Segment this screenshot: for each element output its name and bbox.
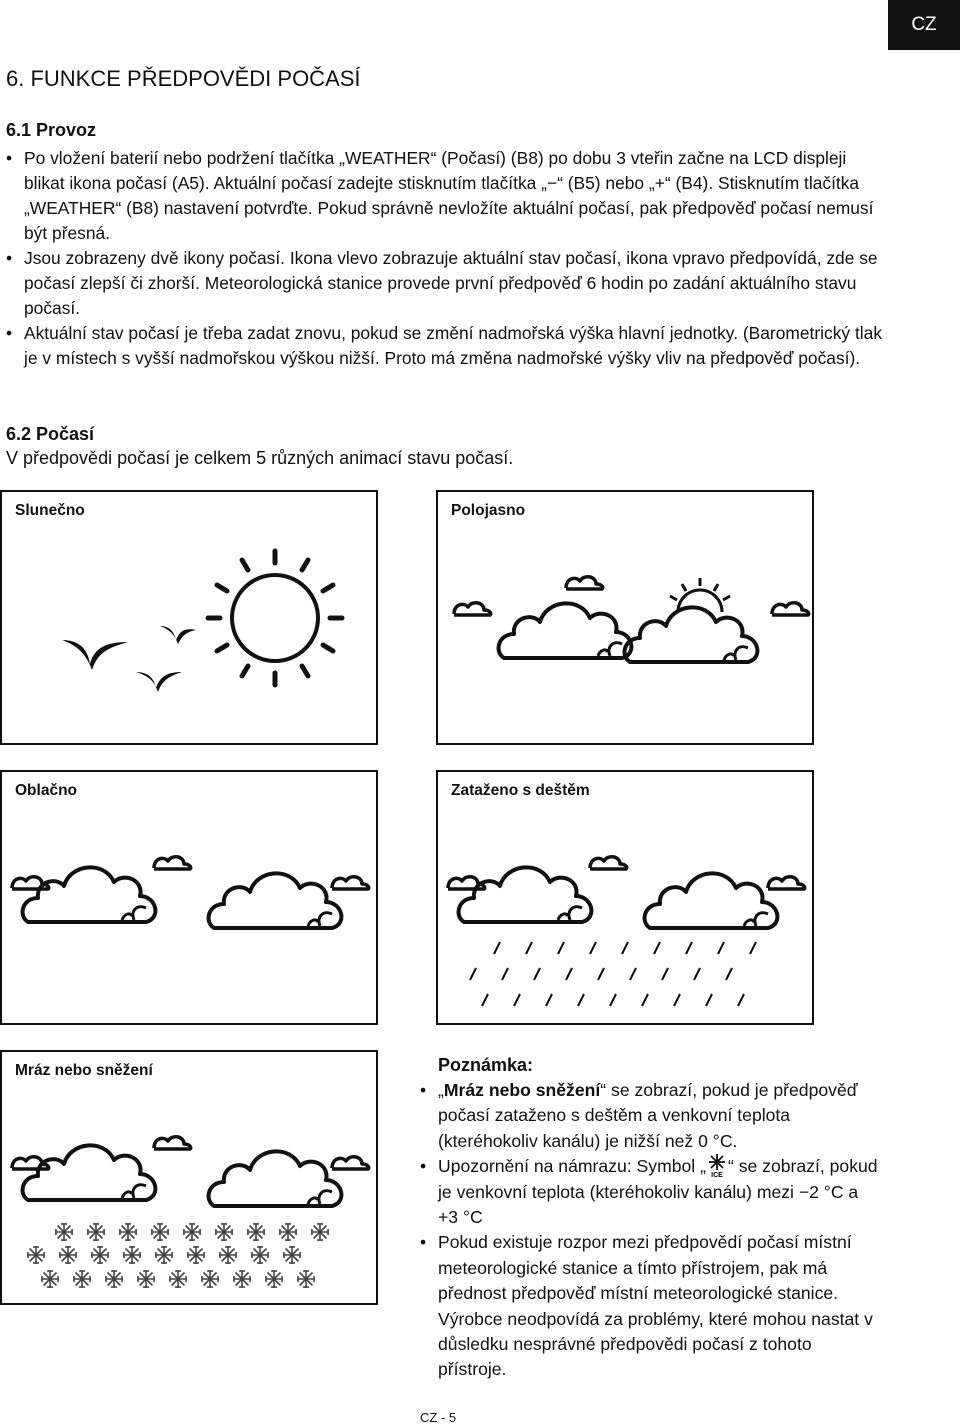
sun-and-birds-icon <box>2 492 380 747</box>
ice-warning-icon <box>706 1154 728 1178</box>
list-item: • Aktuální stav počasí je třeba zadat znovu, pokud se změní nadmořská výška hlavní jednotky. (Barometrický tlak je v místech s vyšší nadmořskou výškou nižší. Proto má změna nadmořské výšky vliv na předpověď počasí). <box>6 321 886 371</box>
subsection-title-pocasi: 6.2 Počasí <box>6 424 95 444</box>
list-item: • Pokud existuje rozpor mezi předpovědí počasí místní meteorologické stanice a tímto přístrojem, pak má přednost předpověď místní meteorologické stanice. Výrobce neodpovídá za problémy, které mohou nastat v důsledku nesprávné předpovědi počasí z tohoto přístroje. <box>418 1230 878 1382</box>
panel-title: Zataženo s deštěm <box>451 782 590 799</box>
partly-cloudy-icon <box>438 492 816 747</box>
panel-rain <box>436 770 814 1025</box>
intro-text: V předpovědi počasí je celkem 5 různých animací stavu počasí. <box>6 448 514 468</box>
operation-list <box>6 146 886 371</box>
panel-title: Mráz nebo sněžení <box>15 1062 153 1079</box>
panel-sunny <box>0 490 378 745</box>
section-title: 6. FUNKCE PŘEDPOVĚDI POČASÍ <box>6 66 361 91</box>
panel-title: Polojasno <box>451 502 526 519</box>
page-number: CZ - 5 <box>420 1410 457 1425</box>
list-item: • Po vložení baterií nebo podržení tlačítka „WEATHER“ (Počasí) (B8) po dobu 3 vteřin začne na LCD displeji blikat ikona počasí (A5). Aktuální počasí zadejte stisknutím tlačítka „−“ (B5) nebo „+“ (B4). Stisknutím tlačítka „WEATHER“ (B8) nastavení potvrďte. Pokud správně nevložíte aktuální počasí, pak předpověď počasí nemusí být přesná. <box>6 146 886 246</box>
panel-title: Slunečno <box>15 502 85 519</box>
panel-title: Oblačno <box>15 782 78 799</box>
list-item: • Jsou zobrazeny dvě ikony počasí. Ikona vlevo zobrazuje aktuální stav počasí, ikona vpravo předpovídá, zde se počasí zlepší či zhorší. Meteorologická stanice provede první předpověď 6 hodin po zadání aktuálního stavu počasí. <box>6 246 886 321</box>
list-item: • Upozornění na námrazu: Symbol „ ICE “ se zobrazí, pokud je venkovní teplota (kteréhokoliv kanálu) mezi −2 °C a +3 °C <box>418 1154 878 1230</box>
language-tab: CZ <box>888 0 960 50</box>
cloudy-icon <box>2 772 380 1027</box>
note-title: Poznámka: <box>438 1055 534 1075</box>
note-list <box>418 1078 878 1383</box>
panel-snow <box>0 1050 378 1305</box>
panel-partly-cloudy <box>436 490 814 745</box>
panel-cloudy <box>0 770 378 1025</box>
list-item: • „Mráz nebo sněžení“ se zobrazí, pokud je předpověď počasí zataženo s deštěm a venkovní teplota (kteréhokoliv kanálu) je nižší než 0 °C. <box>418 1078 878 1154</box>
svg-text:ICE: ICE <box>711 1172 723 1179</box>
cloud-snow-icon <box>2 1052 380 1307</box>
subsection-title-provoz: 6.1 Provoz <box>6 120 97 140</box>
cloud-rain-icon <box>438 772 816 1027</box>
